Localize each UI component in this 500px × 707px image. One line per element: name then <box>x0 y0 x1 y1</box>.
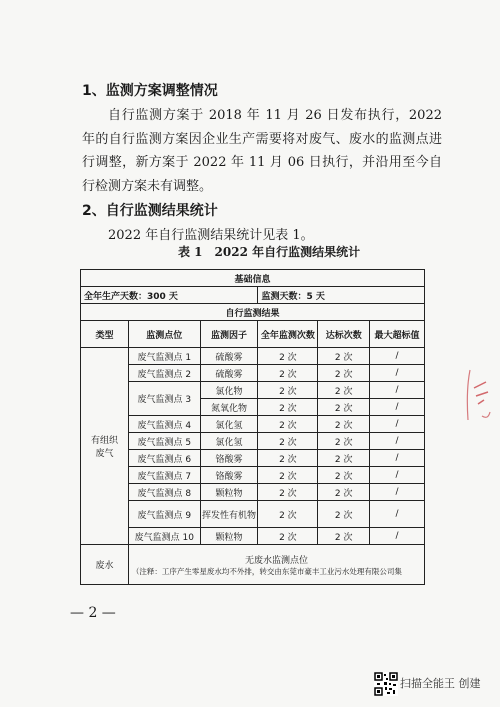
pass-cell: 2 次 <box>318 433 370 450</box>
point-cell: 废气监测点 5 <box>128 433 200 450</box>
header-row <box>81 321 425 348</box>
exceed-cell: / <box>370 399 425 416</box>
table-row <box>81 484 425 501</box>
total-cell: 2 次 <box>258 467 318 484</box>
point-cell: 废气监测点 3 <box>128 382 200 416</box>
pass-cell: 2 次 <box>318 501 370 528</box>
factor-cell: 氯化氢 <box>200 433 258 450</box>
factor-cell: 氯化氢 <box>200 416 258 433</box>
exceed-cell: / <box>370 365 425 382</box>
header-factor: 监测因子 <box>200 321 258 348</box>
water-content-cell <box>128 545 424 585</box>
exceed-cell: / <box>370 416 425 433</box>
pass-cell: 2 次 <box>318 382 370 399</box>
factor-cell: 氯化物 <box>200 382 258 399</box>
point-cell: 废气监测点 6 <box>128 450 200 467</box>
results-title-row <box>81 304 425 321</box>
header-pass: 达标次数 <box>318 321 370 348</box>
total-cell: 2 次 <box>258 348 318 365</box>
exceed-cell: / <box>370 382 425 399</box>
table-row <box>81 450 425 467</box>
total-cell: 2 次 <box>258 501 318 528</box>
qr-code-icon <box>374 672 398 696</box>
table-row <box>81 528 425 545</box>
header-total: 全年监测次数 <box>258 321 318 348</box>
scanner-watermark-label: 扫描全能王 创建 <box>400 677 481 690</box>
point-cell: 废气监测点 9 <box>128 501 200 528</box>
basic-info-row <box>81 270 425 287</box>
total-cell: 2 次 <box>258 450 318 467</box>
total-cell: 2 次 <box>258 433 318 450</box>
exceed-cell: / <box>370 433 425 450</box>
total-cell: 2 次 <box>258 528 318 545</box>
table-row <box>81 365 425 382</box>
pass-cell: 2 次 <box>318 528 370 545</box>
results-title: 自行监测结果 <box>81 304 425 321</box>
table-row <box>81 467 425 484</box>
pass-cell: 2 次 <box>318 348 370 365</box>
point-cell: 废气监测点 2 <box>128 365 200 382</box>
exceed-cell: / <box>370 348 425 365</box>
total-cell: 2 次 <box>258 365 318 382</box>
table-row <box>81 433 425 450</box>
gas-type-cell: 有组织废气 <box>81 348 129 545</box>
header-point: 监测点位 <box>128 321 200 348</box>
factor-cell: 硫酸雾 <box>200 348 258 365</box>
header-exceed: 最大超标值 <box>370 321 425 348</box>
exceed-cell: / <box>370 484 425 501</box>
factor-cell: 铬酸雾 <box>200 450 258 467</box>
point-cell: 废气监测点 8 <box>128 484 200 501</box>
days-row <box>81 287 425 304</box>
section2-heading: 2、自行监测结果统计 <box>82 203 218 219</box>
total-cell: 2 次 <box>258 416 318 433</box>
section1-paragraph: 自行监测方案于 2018 年 11 月 26 日发布执行，2022 年的自行监测方案因企业生产需要将对废气、废水的监测点进行调整，新方案于 2022 年 11 月 06 日执行，并沿用至今自行检测方案未有调整。 <box>82 108 442 194</box>
monitoring-results-table <box>80 269 425 585</box>
monitoring-days: 监测天数：5 天 <box>258 287 425 304</box>
exceed-cell: / <box>370 450 425 467</box>
section1-heading: 1、监测方案调整情况 <box>82 83 218 99</box>
table-row <box>81 501 425 528</box>
point-cell: 废气监测点 10 <box>128 528 200 545</box>
pass-cell: 2 次 <box>318 399 370 416</box>
point-cell: 废气监测点 7 <box>128 467 200 484</box>
table-row <box>81 348 425 365</box>
factor-cell: 氮氧化物 <box>200 399 258 416</box>
table-row <box>81 382 425 399</box>
factor-cell: 硫酸雾 <box>200 365 258 382</box>
point-cell: 废气监测点 4 <box>128 416 200 433</box>
total-cell: 2 次 <box>258 484 318 501</box>
water-none-text: 无废水监测点位 <box>244 555 308 566</box>
total-cell: 2 次 <box>258 399 318 416</box>
factor-cell: 挥发性有机物 <box>200 501 258 528</box>
pass-cell: 2 次 <box>318 484 370 501</box>
factor-cell: 颗粒物 <box>200 528 258 545</box>
pass-cell: 2 次 <box>318 416 370 433</box>
pass-cell: 2 次 <box>318 450 370 467</box>
pass-cell: 2 次 <box>318 467 370 484</box>
red-stamp-mark <box>462 360 494 430</box>
factor-cell: 颗粒物 <box>200 484 258 501</box>
production-days: 全年生产天数：300 天 <box>81 287 258 304</box>
factor-cell: 铬酸雾 <box>200 467 258 484</box>
point-cell: 废气监测点 1 <box>128 348 200 365</box>
water-note-text: （注释：工序产生零星废水均不外排，转交由东莞市豪丰工业污水处理有限公司集 <box>131 566 402 576</box>
exceed-cell: / <box>370 528 425 545</box>
total-cell: 2 次 <box>258 382 318 399</box>
pass-cell: 2 次 <box>318 365 370 382</box>
exceed-cell: / <box>370 501 425 528</box>
page-number: — 2 — <box>70 605 116 621</box>
basic-info-title: 基础信息 <box>81 270 425 287</box>
table-row <box>81 416 425 433</box>
section2-intro: 2022 年自行监测结果统计见表 1。 <box>108 228 314 243</box>
exceed-cell: / <box>370 467 425 484</box>
water-row <box>81 545 425 585</box>
table-caption: 表 1 2022 年自行监测结果统计 <box>178 245 361 259</box>
water-type-cell: 废水 <box>81 545 129 585</box>
header-type: 类型 <box>81 321 129 348</box>
